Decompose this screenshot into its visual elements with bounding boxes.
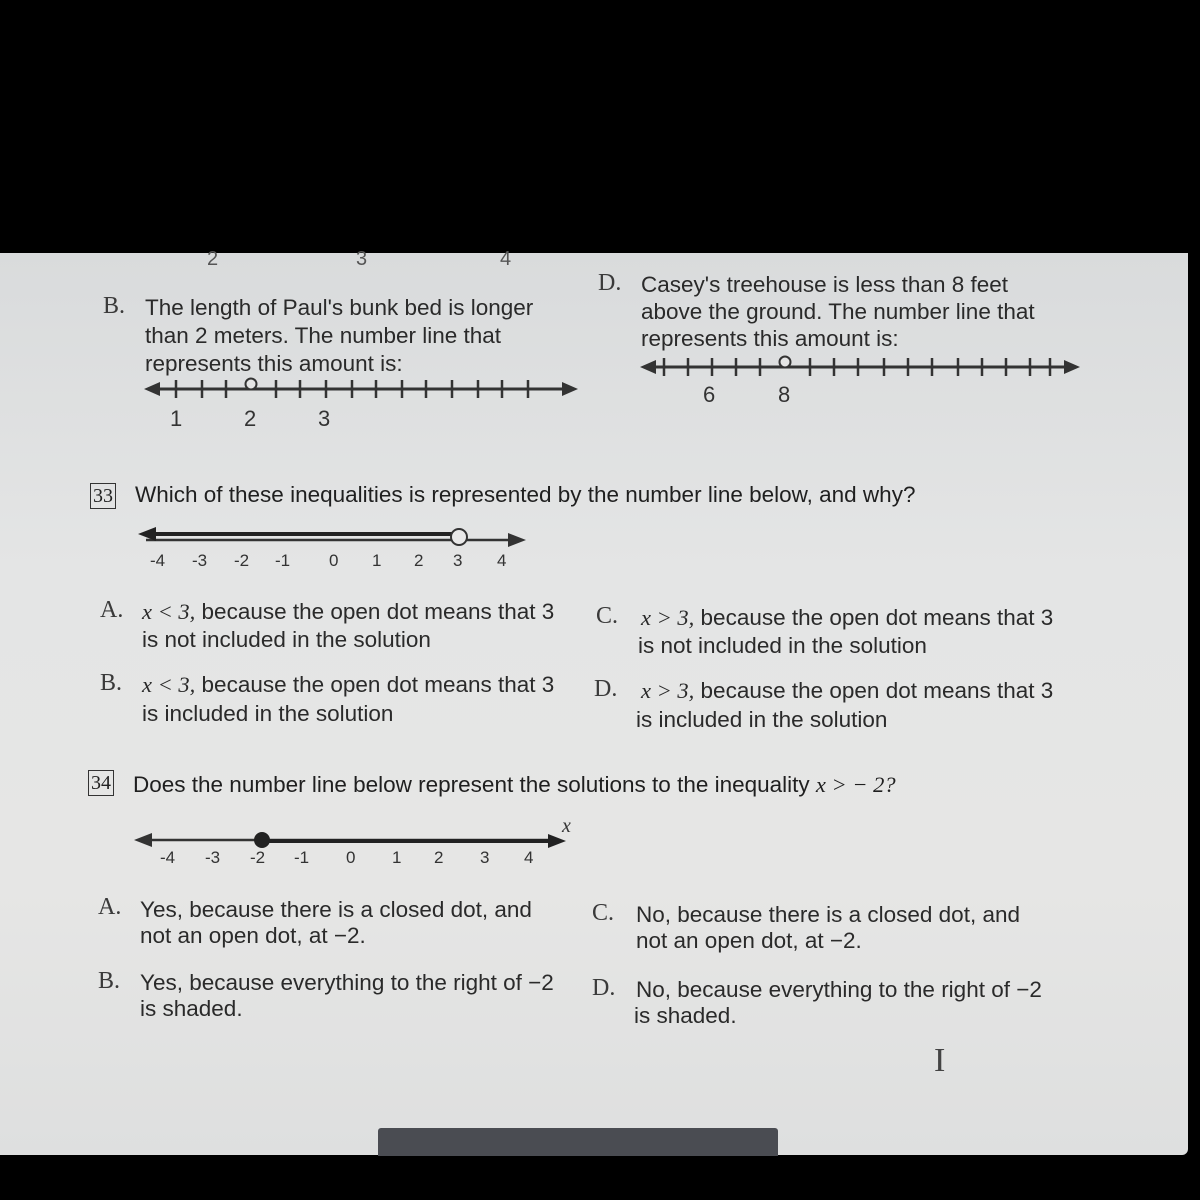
q34-option-c-line2: not an open dot, at −2. <box>636 928 862 953</box>
q33-option-c-text: because the open dot means that 3 <box>694 605 1054 630</box>
tick-label: -2 <box>234 551 250 570</box>
q33-option-c-expr: x > 3, <box>641 605 695 630</box>
q34-option-d-letter: D. <box>592 975 616 1001</box>
q34-option-a-line1: Yes, because there is a closed dot, and <box>140 897 532 922</box>
q33-option-b-letter: B. <box>100 670 123 696</box>
q33-option-b-expr: x < 3, <box>142 672 196 697</box>
q33-option-d-letter: D. <box>594 676 618 702</box>
question-33-text: Which of these inequalities is represented by the number line below, and why? <box>135 482 916 507</box>
q33-option-b-line2: is included in the solution <box>142 701 394 726</box>
tick-label: 6 <box>703 382 716 407</box>
prev-option-d-line: above the ground. The number line that <box>641 299 1035 324</box>
q34-option-c-line1: No, because there is a closed dot, and <box>636 902 1020 927</box>
cutoff-label: 3 <box>356 248 368 270</box>
prev-option-b-line: than 2 meters. The number line that <box>145 323 502 348</box>
cutoff-label: 4 <box>500 248 512 270</box>
arrow-right-icon <box>508 533 526 547</box>
question-34-expr: x > − 2? <box>815 772 896 797</box>
prev-option-d-line: Casey's treehouse is less than 8 feet <box>641 272 1008 297</box>
closed-dot <box>255 833 270 848</box>
q34-option-a-line2: not an open dot, at −2. <box>140 923 366 948</box>
tick-label: 0 <box>329 551 339 570</box>
number-line-prev-d <box>640 357 1080 408</box>
tick-label: 0 <box>346 848 356 867</box>
tick-label: -4 <box>160 848 176 867</box>
number-line-q33 <box>138 527 526 570</box>
open-dot <box>451 529 467 545</box>
tick-label: 2 <box>244 406 257 431</box>
text-cursor-icon: I <box>934 1042 946 1079</box>
prev-option-d-line: represents this amount is: <box>641 326 899 351</box>
q34-option-a-letter: A. <box>98 894 122 920</box>
cutoff-label: 2 <box>207 248 219 270</box>
tick-label: 1 <box>372 551 382 570</box>
tick-label: -4 <box>150 551 166 570</box>
q33-option-d-line2: is included in the solution <box>636 707 888 732</box>
question-number-33: 33 <box>90 483 116 509</box>
arrow-left-icon <box>144 382 160 396</box>
tick-label: 1 <box>170 406 183 431</box>
q33-option-d-expr: x > 3, <box>641 678 695 703</box>
q34-option-b-line1: Yes, because everything to the right of −2 <box>140 970 554 995</box>
q34-option-b-line2: is shaded. <box>140 996 243 1021</box>
bottom-toolbar[interactable] <box>378 1128 778 1156</box>
tick-label: -2 <box>250 848 266 867</box>
tick-label: 3 <box>453 551 463 570</box>
tick-label: 1 <box>392 848 402 867</box>
q33-option-b-text: because the open dot means that 3 <box>195 672 555 697</box>
axis-variable: x <box>562 815 571 837</box>
question-34-body: Does the number line below represent the solutions to the inequality <box>133 772 816 797</box>
q33-option-a-letter: A. <box>100 597 124 623</box>
number-line-prev-b <box>144 379 578 432</box>
tick-label: -3 <box>205 848 221 867</box>
prev-option-b-line: The length of Paul's bunk bed is longer <box>145 295 534 320</box>
q33-option-c-line2: is not included in the solution <box>638 633 927 658</box>
arrow-left-icon <box>640 360 656 374</box>
tick-label: 3 <box>480 848 490 867</box>
question-number-34: 34 <box>88 770 114 796</box>
tick-label: 4 <box>497 551 507 570</box>
q34-option-c-letter: C. <box>592 900 615 926</box>
q34-option-b-letter: B. <box>98 968 121 994</box>
tick-label: -1 <box>294 848 310 867</box>
tick-label: -3 <box>192 551 208 570</box>
q34-option-d-line2: is shaded. <box>634 1003 737 1028</box>
tick-label: 2 <box>434 848 444 867</box>
tick-label: 3 <box>318 406 331 431</box>
tick-label: 8 <box>778 382 791 407</box>
q33-option-a-line2: is not included in the solution <box>142 627 431 652</box>
tick-label: -1 <box>275 551 291 570</box>
arrow-right-icon <box>1064 360 1080 374</box>
prev-option-b-line: represents this amount is: <box>145 351 403 376</box>
q33-option-a-text: because the open dot means that 3 <box>195 599 555 624</box>
q33-option-d-text: because the open dot means that 3 <box>694 678 1054 703</box>
tick-label: 4 <box>524 848 534 867</box>
open-dot <box>780 357 791 368</box>
number-line-q34 <box>134 815 571 867</box>
prev-option-d-letter: D. <box>598 270 622 296</box>
q33-option-a-expr: x < 3, <box>142 599 196 624</box>
open-dot <box>246 379 257 390</box>
arrow-left-icon <box>134 833 152 847</box>
q33-option-c-letter: C. <box>596 603 619 629</box>
tick-label: 2 <box>414 551 424 570</box>
arrow-right-icon <box>562 382 578 396</box>
prev-option-b-letter: B. <box>103 293 126 319</box>
q34-option-d-line1: No, because everything to the right of −2 <box>636 977 1042 1002</box>
